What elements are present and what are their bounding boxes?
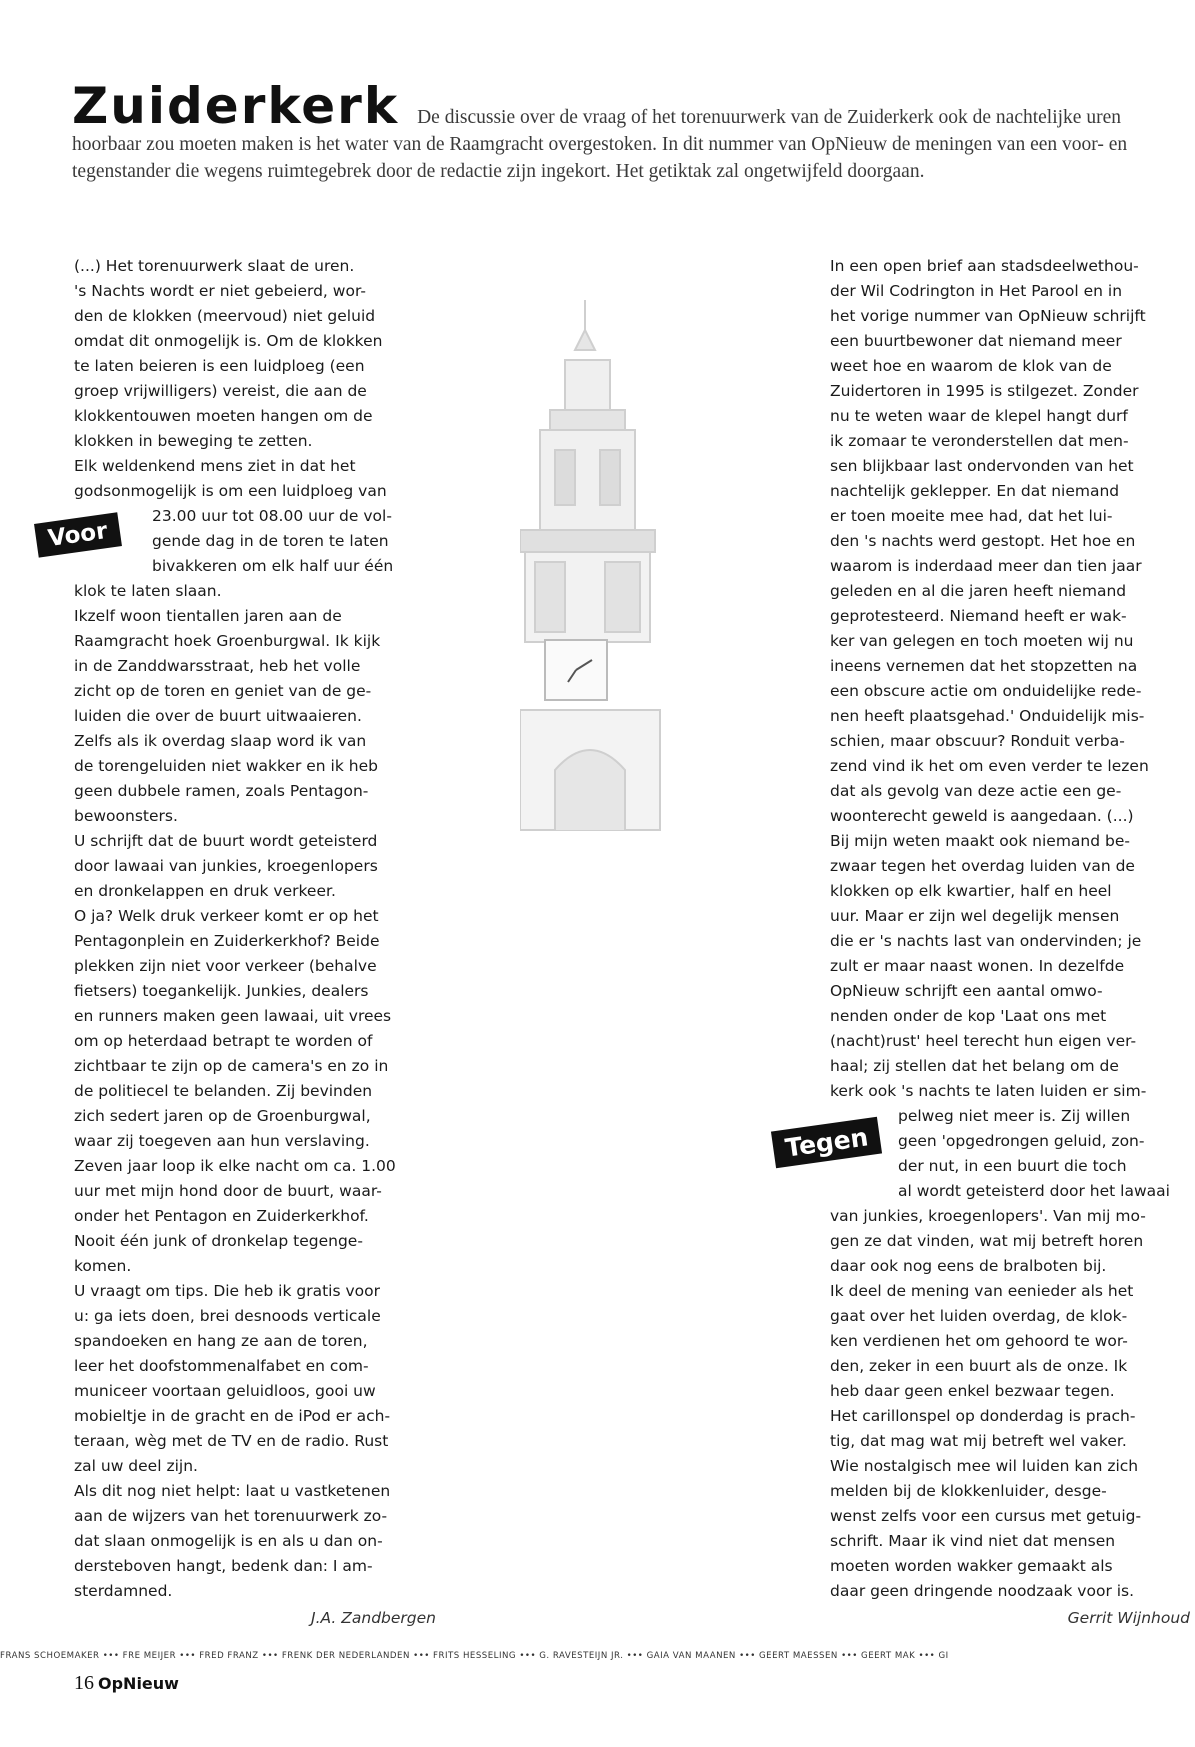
tegen-line: der nut, in een buurt die toch [898, 1157, 1127, 1175]
tegen-line: In een open brief aan stadsdeelwethou- [830, 257, 1139, 275]
voor-line: mobieltje in de gracht en de iPod er ach- [74, 1407, 391, 1425]
tegen-line: Zuidertoren in 1995 is stilgezet. Zonder [830, 382, 1139, 400]
voor-line: klokken in beweging te zetten. [74, 432, 313, 450]
voor-line: U vraagt om tips. Die heb ik gratis voor [74, 1282, 380, 1300]
tegen-line: die er 's nachts last van ondervinden; je [830, 932, 1142, 950]
voor-line: Zeven jaar loop ik elke nacht om ca. 1.00 [74, 1157, 396, 1175]
article-intro: De discussie over de vraag of het torenuurwerk van de Zuiderkerk ook de nachtelijke uren hoorbaar zou moeten maken is het water van de Raamgracht overgestoken. In dit nummer van OpNieuw de meningen van een voor- en tegenstander die wegens ruimtegebrek door de redactie zijn ingekort. Het getiktak zal ongetwijfeld doorgaan. [72, 107, 1128, 182]
voor-line: en runners maken geen lawaai, uit vrees [74, 1007, 392, 1025]
voor-line: uur met mijn hond door de buurt, waar- [74, 1182, 382, 1200]
tegen-line: Ik deel de mening van eenieder als het [830, 1282, 1134, 1300]
tegen-line: geen 'opgedrongen geluid, zon- [898, 1132, 1145, 1150]
voor-line: komen. [74, 1257, 132, 1275]
tegen-line: tig, dat mag wat mij betreft wel vaker. [830, 1432, 1127, 1450]
voor-line: U schrijft dat de buurt wordt geteisterd [74, 832, 378, 850]
tegen-line: het vorige nummer van OpNieuw schrijft [830, 307, 1146, 325]
tegen-line: melden bij de klokkenluider, desge- [830, 1482, 1107, 1500]
voor-line: (...) Het torenuurwerk slaat de uren. [74, 257, 355, 275]
voor-line: in de Zanddwarsstraat, heb het volle [74, 657, 361, 675]
tegen-line: geleden en al die jaren heeft niemand [830, 582, 1127, 600]
tegen-line: Wie nostalgisch mee wil luiden kan zich [830, 1457, 1139, 1475]
tegen-column [830, 254, 1190, 1631]
voor-line: Ikzelf woon tientallen jaren aan de [74, 607, 342, 625]
voor-line: de torengeluiden niet wakker en ik heb [74, 757, 378, 775]
tegen-line: schien, maar obscuur? Ronduit verba- [830, 732, 1125, 750]
tegen-line: Het carillonspel op donderdag is prach- [830, 1407, 1136, 1425]
tegen-line: nachtelijk geklepper. En dat niemand [830, 482, 1120, 500]
voor-line: geen dubbele ramen, zoals Pentagon- [74, 782, 369, 800]
voor-line: onder het Pentagon en Zuiderkerkhof. [74, 1207, 369, 1225]
article-header [72, 77, 1152, 185]
voor-line: spandoeken en hang ze aan de toren, [74, 1332, 368, 1350]
tegen-line: ken verdienen het om gehoord te wor- [830, 1332, 1128, 1350]
tegen-line: nenden onder de kop 'Laat ons met [830, 1007, 1107, 1025]
tegen-line: wenst zelfs voor een cursus met getuig- [830, 1507, 1142, 1525]
article-title: Zuiderkerk [72, 77, 400, 135]
tegen-line: Bij mijn weten maakt ook niemand be- [830, 832, 1130, 850]
tegen-line: nu te weten waar de klepel hangt durf [830, 407, 1128, 425]
voor-line: zicht op de toren en geniet van de ge- [74, 682, 372, 700]
tegen-line: dat als gevolg van deze actie een ge- [830, 782, 1122, 800]
voor-line: teraan, wèg met de TV en de radio. Rust [74, 1432, 389, 1450]
voor-line: municeer voortaan geluidloos, gooi uw [74, 1382, 376, 1400]
voor-line: Als dit nog niet helpt: laat u vastketenen [74, 1482, 391, 1500]
brand-logo: OpNieuw [98, 1674, 179, 1693]
page-number: 16 [74, 1672, 94, 1694]
voor-line: fietsers) toegankelijk. Junkies, dealers [74, 982, 369, 1000]
tegen-line: gaat over het luiden overdag, de klok- [830, 1307, 1128, 1325]
voor-line: dersteboven hangt, bedenk dan: I am- [74, 1557, 373, 1575]
tegen-line: haal; zij stellen dat het belang om de [830, 1057, 1119, 1075]
tegen-line: pelweg niet meer is. Zij willen [898, 1107, 1131, 1125]
voor-line: bewoonsters. [74, 807, 178, 825]
voor-line: klok te laten slaan. [74, 582, 222, 600]
tegen-line: van junkies, kroegenlopers'. Van mij mo- [830, 1207, 1146, 1225]
tegen-line: een obscure actie om onduidelijke rede- [830, 682, 1142, 700]
tegen-line: heb daar geen enkel bezwaar tegen. [830, 1382, 1115, 1400]
tegen-line: kerk ook 's nachts te laten luiden er sim- [830, 1082, 1147, 1100]
tegen-line: zult er maar naast wonen. In dezelfde [830, 957, 1125, 975]
tegen-line: al wordt geteisterd door het lawaai [898, 1182, 1170, 1200]
voor-line: zich sedert jaren op de Groenburgwal, [74, 1107, 371, 1125]
tegen-line: er toen moeite mee had, dat het lui- [830, 507, 1113, 525]
voor-line: O ja? Welk druk verkeer komt er op het [74, 907, 379, 925]
tegen-line: nen heeft plaatsgehad.' Onduidelijk mis- [830, 707, 1145, 725]
tegen-line: geprotesteerd. Niemand heeft er wak- [830, 607, 1127, 625]
tegen-line: der Wil Codrington in Het Parool en in [830, 282, 1123, 300]
tegen-line: zend vind ik het om even verder te lezen [830, 757, 1149, 775]
tegen-line: ker van gelegen en toch moeten wij nu [830, 632, 1134, 650]
voor-line: de politiecel te belanden. Zij bevinden [74, 1082, 373, 1100]
voor-line: Pentagonplein en Zuiderkerkhof? Beide [74, 932, 380, 950]
voor-line: te laten beieren is een luidploeg (een [74, 357, 365, 375]
tegen-line: een buurtbewoner dat niemand meer [830, 332, 1122, 350]
voor-line: zichtbaar te zijn op de camera's en zo in [74, 1057, 389, 1075]
tegen-line: OpNieuw schrijft een aantal omwo- [830, 982, 1103, 1000]
voor-line: groep vrijwilligers) vereist, die aan de [74, 382, 367, 400]
tegen-line: waarom is inderdaad meer dan tien jaar [830, 557, 1142, 575]
voor-line: en dronkelappen en druk verkeer. [74, 882, 336, 900]
voor-line: den de klokken (meervoud) niet geluid [74, 307, 376, 325]
voor-line: luiden die over de buurt uitwaaieren. [74, 707, 362, 725]
tegen-line: woonterecht geweld is aangedaan. (...) [830, 807, 1134, 825]
tegen-line: zwaar tegen het overdag luiden van de [830, 857, 1135, 875]
voor-line: door lawaai van junkies, kroegenlopers [74, 857, 378, 875]
voor-column [74, 254, 436, 1631]
voor-line: waar zij toegeven aan hun verslaving. [74, 1132, 370, 1150]
voor-line: omdat dit onmogelijk is. Om de klokken [74, 332, 383, 350]
voor-line: plekken zijn niet voor verkeer (behalve [74, 957, 377, 975]
voor-line: 23.00 uur tot 08.00 uur de vol- [152, 507, 392, 525]
voor-line: gende dag in de toren te laten [152, 532, 389, 550]
tegen-line: sen blijkbaar last ondervonden van het [830, 457, 1134, 475]
tegen-line: ineens vernemen dat het stopzetten na [830, 657, 1138, 675]
voor-line: om op heterdaad betrapt te worden of [74, 1032, 373, 1050]
voor-label: Voor [34, 512, 121, 557]
tegen-signature: Gerrit Wijnhoud [1067, 1609, 1190, 1627]
tegen-line: klokken op elk kwartier, half en heel [830, 882, 1112, 900]
tegen-line: daar geen dringende noodzaak voor is. [830, 1582, 1135, 1600]
voor-line: godsonmogelijk is om een luidploeg van [74, 482, 387, 500]
voor-line: leer het doofstommenalfabet en com- [74, 1357, 369, 1375]
voor-line: Zelfs als ik overdag slaap word ik van [74, 732, 367, 750]
tegen-line: (nacht)rust' heel terecht hun eigen ver- [830, 1032, 1137, 1050]
voor-line: 's Nachts wordt er niet gebeierd, wor- [74, 282, 366, 300]
voor-line: u: ga iets doen, brei desnoods verticale [74, 1307, 381, 1325]
tegen-line: uur. Maar er zijn wel degelijk mensen [830, 907, 1120, 925]
voor-line: bivakkeren om elk half uur één [152, 557, 394, 575]
voor-line: Elk weldenkend mens ziet in dat het [74, 457, 356, 475]
voor-line: Raamgracht hoek Groenburgwal. Ik kijk [74, 632, 381, 650]
tegen-line: ik zomaar te veronderstellen dat men- [830, 432, 1129, 450]
voor-line: Nooit één junk of dronkelap tegenge- [74, 1232, 363, 1250]
voor-line: dat slaan onmogelijk is en als u dan on- [74, 1532, 383, 1550]
tegen-line: schrift. Maar ik vind niet dat mensen [830, 1532, 1116, 1550]
tegen-line: gen ze dat vinden, wat mij betreft horen [830, 1232, 1144, 1250]
tegen-line: daar ook nog eens de bralboten bij. [830, 1257, 1107, 1275]
voor-line: zal uw deel zijn. [74, 1457, 198, 1475]
tegen-label: Tegen [771, 1117, 882, 1169]
voor-line: aan de wijzers van het torenuurwerk zo- [74, 1507, 388, 1525]
footer-page-info [74, 1672, 179, 1695]
voor-line: klokkentouwen moeten hangen om de [74, 407, 373, 425]
tegen-line: weet hoe en waarom de klok van de [830, 357, 1112, 375]
footer-names-strip: FRANS SCHOEMAKER ••• FRE MEIJER ••• FRED FRANZ ••• FRENK DER NEDERLANDEN ••• FRITS HESSELING ••• G. RAVESTEIJN JR. ••• GAIA VAN MAANEN ••• GEERT MAESSEN ••• GEERT MAK ••• GI [0, 1651, 949, 1661]
tower-illustration [520, 300, 720, 840]
tegen-line: den 's nachts werd gestopt. Het hoe en [830, 532, 1136, 550]
voor-signature: J.A. Zandbergen [311, 1609, 436, 1627]
tegen-line: moeten worden wakker gemaakt als [830, 1557, 1113, 1575]
voor-line: sterdamned. [74, 1582, 173, 1600]
tegen-line: den, zeker in een buurt als de onze. Ik [830, 1357, 1128, 1375]
